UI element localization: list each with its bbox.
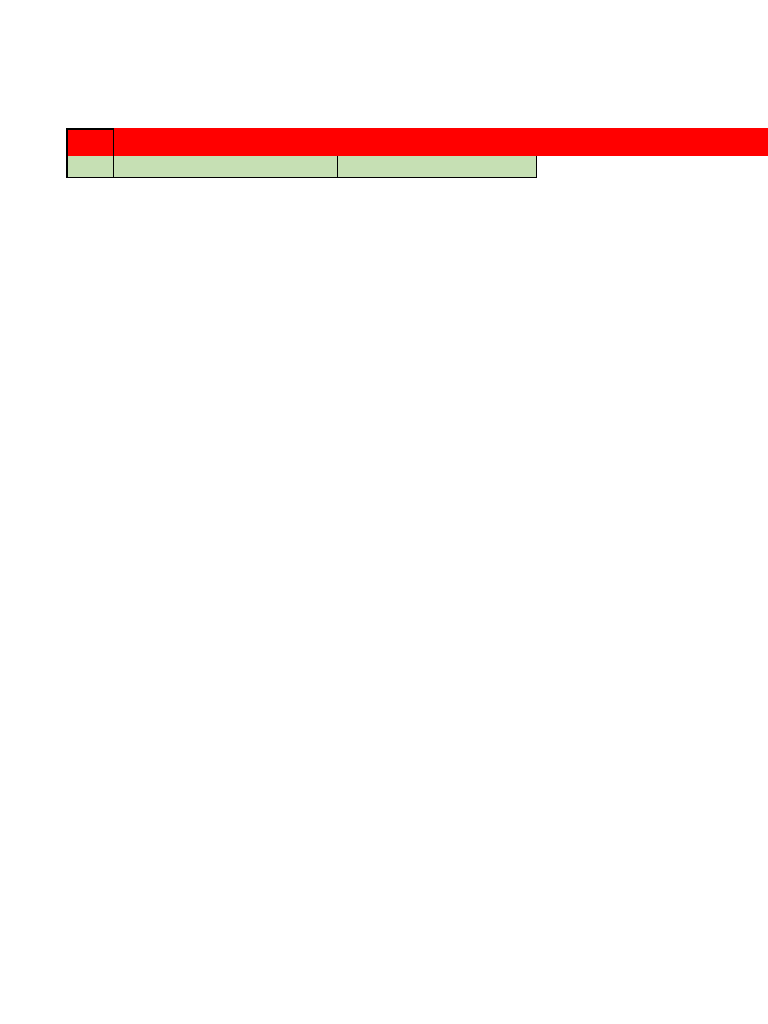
title-corner-cell [66, 128, 114, 156]
header-allocation [114, 156, 338, 178]
header-row [66, 156, 537, 178]
title-row [66, 128, 768, 156]
header-value [338, 156, 537, 178]
table-title [114, 128, 768, 156]
header-no-cell [66, 156, 114, 178]
